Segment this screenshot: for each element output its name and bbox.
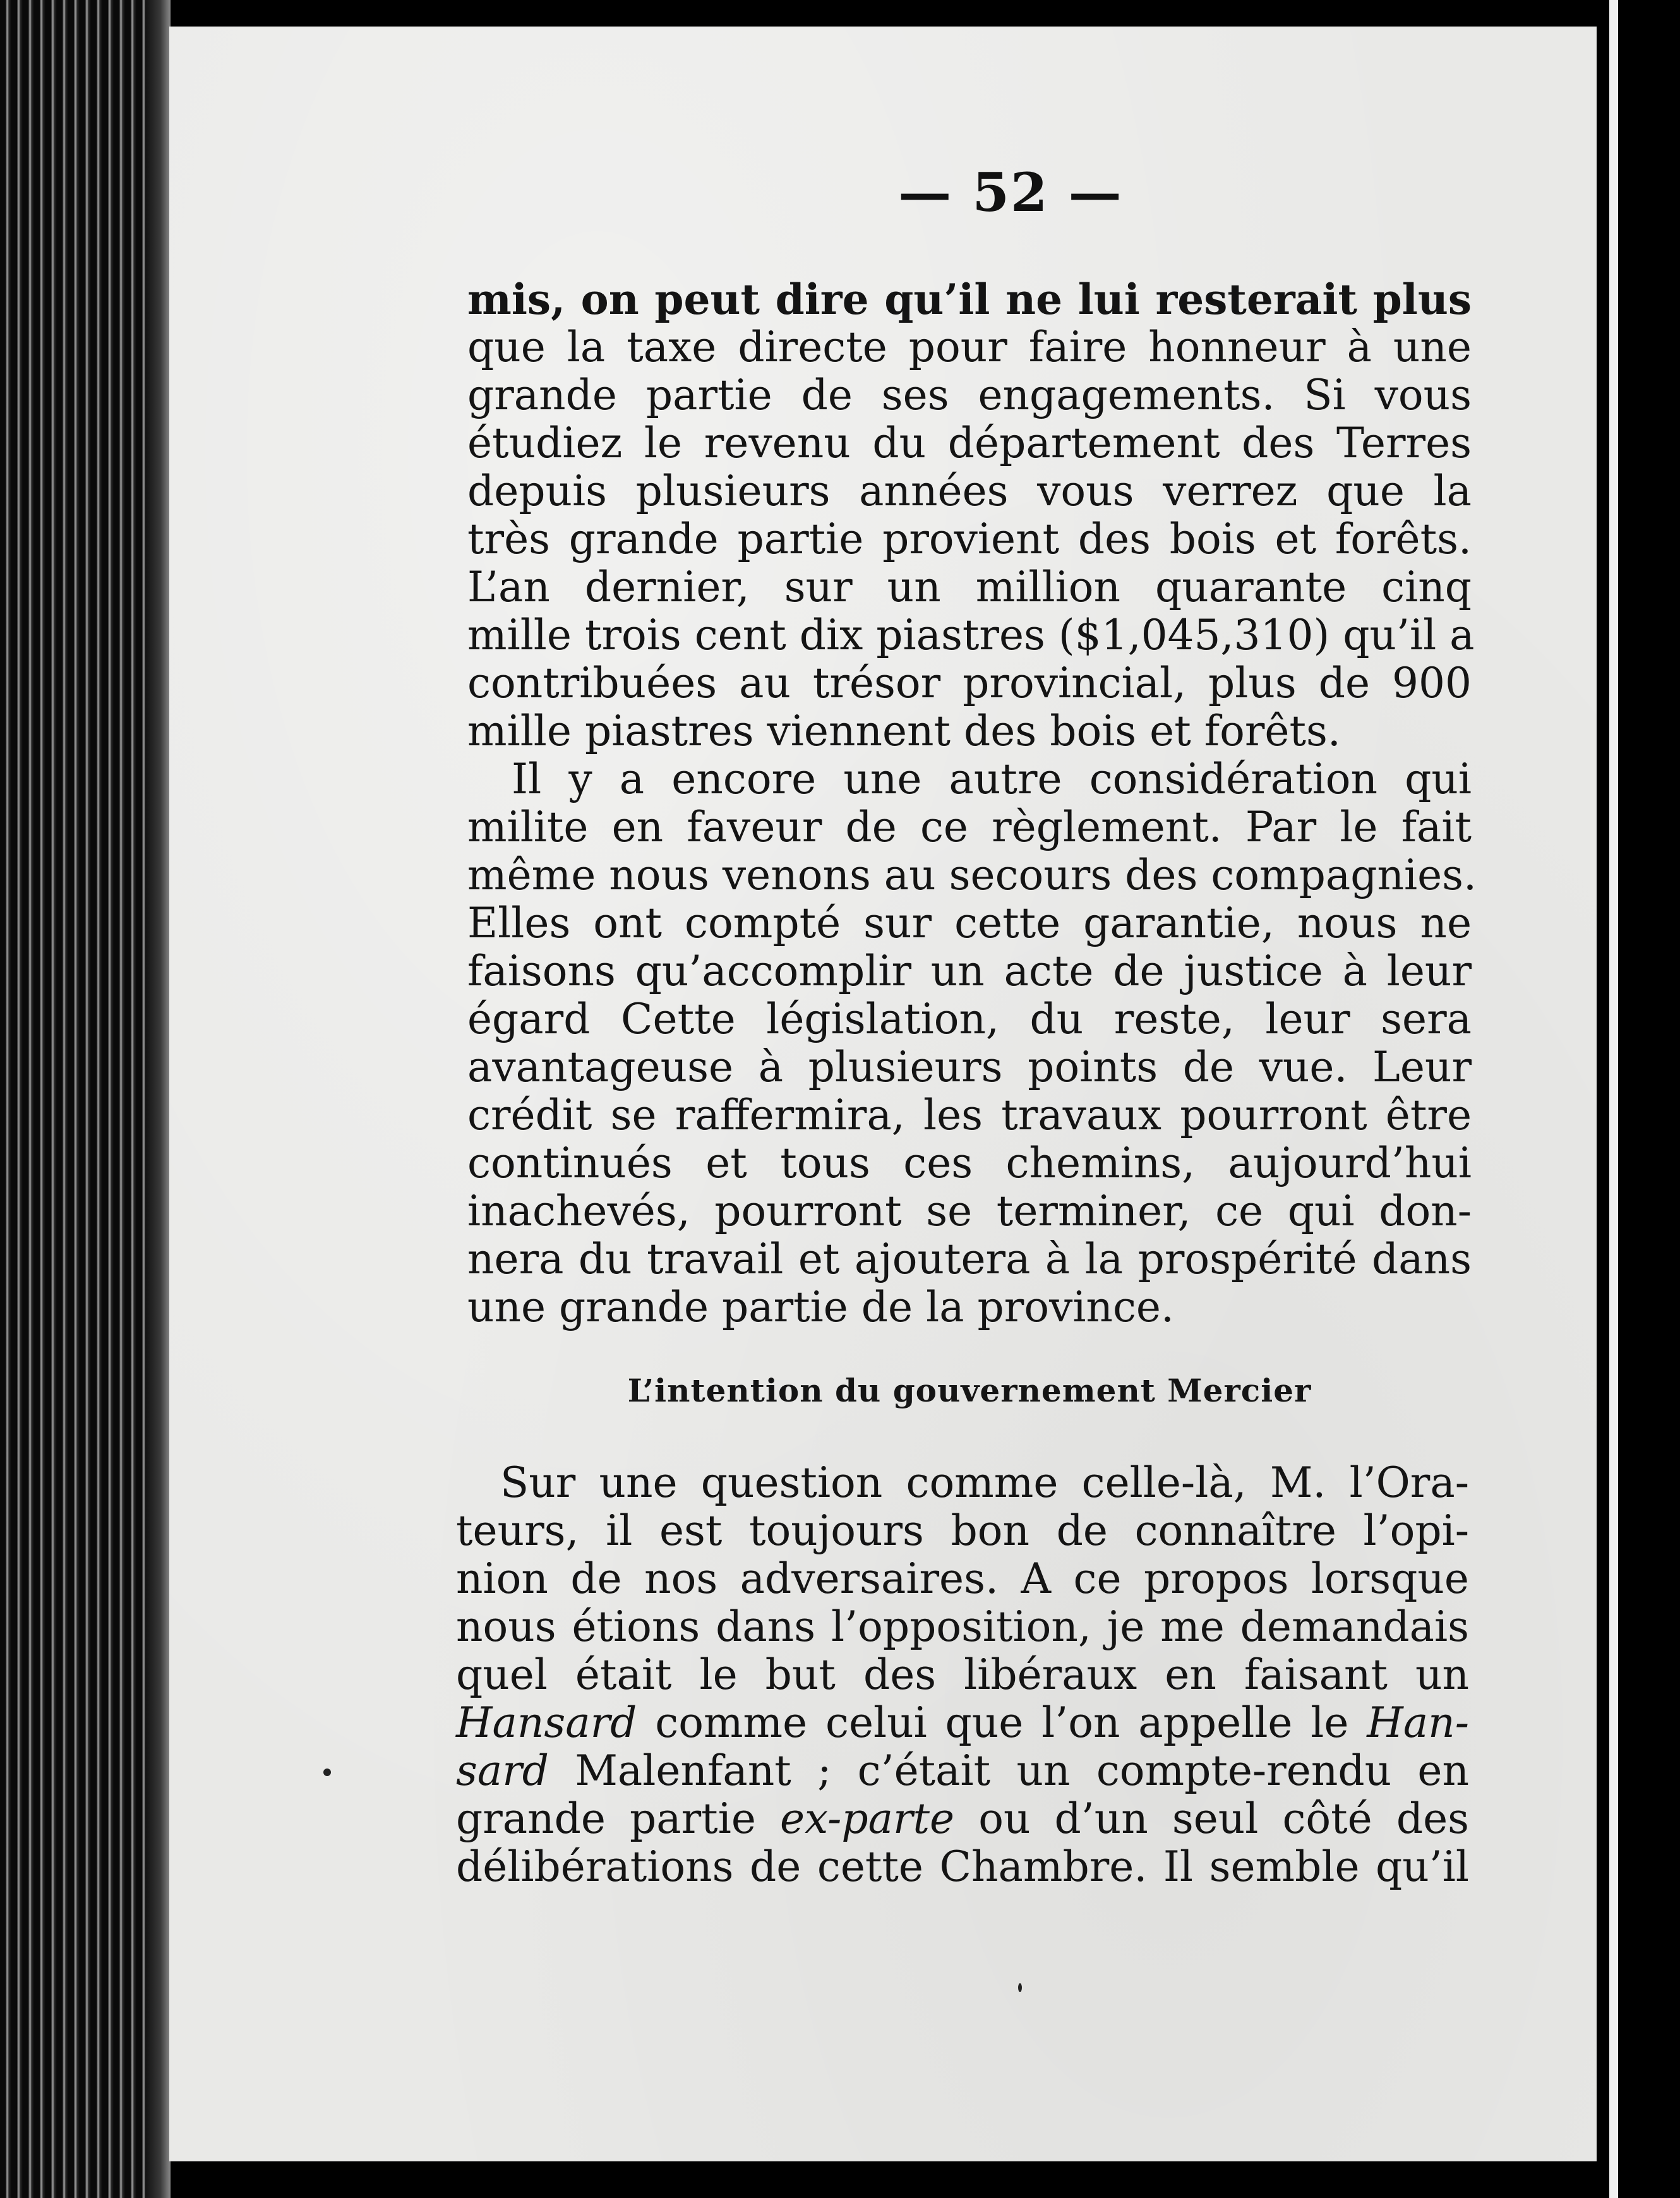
text-line: Elles ont compté sur cette garantie, nous ne: [467, 899, 1472, 947]
scan-speck: [323, 1769, 331, 1776]
text-line: une grande partie de la province.: [467, 1283, 1174, 1331]
page-number: — 52 —: [898, 161, 1123, 224]
text-line: faisons qu’accomplir un acte de justice à leur: [467, 947, 1472, 995]
text-line: nera du travail et ajoutera à la prospérité dans: [467, 1235, 1472, 1283]
text-line: depuis plusieurs années vous verrez que la: [467, 467, 1472, 515]
text-line: étudiez le revenu du département des Terres: [467, 419, 1472, 467]
section-heading: L’intention du gouvernement Mercier: [627, 1372, 1312, 1409]
text-line: continués et tous ces chemins, aujourd’hui: [467, 1139, 1472, 1187]
body-text-top: [467, 275, 1477, 1331]
text-line: grande partie de ses engagements. Si vous: [467, 371, 1472, 419]
right-scan-border: [1618, 0, 1680, 2198]
scan-speck: [1018, 1983, 1022, 1992]
text-line: L’an dernier, sur un million quarante cinq: [467, 563, 1472, 611]
text-line: Hansard comme celui que l’on appelle le Han-: [456, 1698, 1469, 1747]
gutter-shadow: [145, 0, 171, 2198]
book-page-edges: [0, 0, 158, 2198]
text-line: mille piastres viennent des bois et forêts.: [467, 707, 1341, 755]
text-line: Il y a encore une autre considération qui: [512, 755, 1472, 803]
text-line: que la taxe directe pour faire honneur à une: [467, 323, 1472, 371]
text-line: teurs, il est toujours bon de connaître l’opi-: [456, 1506, 1469, 1555]
text-line: mille trois cent dix piastres ($1,045,310) qu’il a: [467, 611, 1475, 659]
body-text-bottom: [456, 1459, 1469, 1891]
text-line: grande partie ex-parte ou d’un seul côté des: [456, 1794, 1469, 1843]
text-line: très grande partie provient des bois et forêts.: [467, 515, 1472, 563]
text-line: nion de nos adversaires. A ce propos lorsque: [456, 1554, 1469, 1603]
text-line: Sur une question comme celle-là, M. l’Ora-: [500, 1458, 1469, 1507]
text-line: milite en faveur de ce règlement. Par le fait: [467, 803, 1472, 851]
text-line: quel était le but des libéraux en faisant un: [456, 1650, 1469, 1699]
text-line: égard Cette législation, du reste, leur sera: [467, 995, 1472, 1043]
text-line: nous étions dans l’opposition, je me demandais: [456, 1602, 1469, 1651]
text-line: délibérations de cette Chambre. Il semble qu’il: [456, 1842, 1469, 1891]
text-line: avantageuse à plusieurs points de vue. Leur: [467, 1043, 1472, 1091]
right-page-edge: [1609, 0, 1618, 2198]
text-line: mis, on peut dire qu’il ne lui resterait plus: [467, 275, 1472, 324]
text-line: sard Malenfant ; c’était un compte-rendu en: [456, 1746, 1469, 1795]
text-line: inachevés, pourront se terminer, ce qui don-: [467, 1187, 1472, 1235]
text-line: crédit se raffermira, les travaux pourront être: [467, 1091, 1472, 1139]
text-line: contribuées au trésor provincial, plus de 900: [467, 659, 1472, 707]
text-line: même nous venons au secours des compagnies.: [467, 851, 1477, 899]
